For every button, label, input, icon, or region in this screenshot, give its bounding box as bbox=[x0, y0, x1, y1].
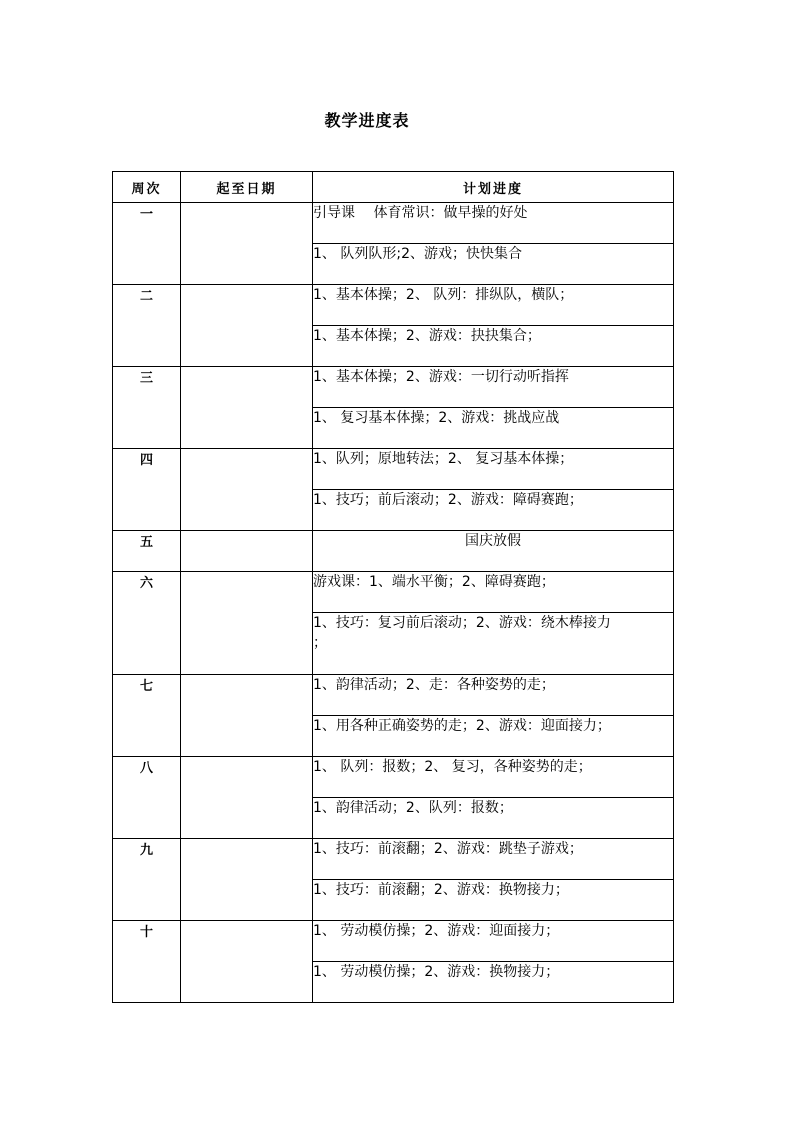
week-number: 四 bbox=[113, 449, 181, 531]
table-body bbox=[113, 203, 674, 1003]
schedule-table bbox=[112, 171, 674, 1003]
date-cell bbox=[181, 675, 313, 757]
date-cell bbox=[181, 449, 313, 531]
plan-cell: 1、技巧：前滚翻；2、游戏：换物接力； bbox=[313, 880, 674, 921]
week-number: 九 bbox=[113, 839, 181, 921]
plan-cell: 1、技巧：前滚翻；2、游戏：跳垫子游戏； bbox=[313, 839, 674, 880]
table-row bbox=[113, 203, 674, 244]
plan-cell: 国庆放假 bbox=[313, 531, 674, 572]
plan-cell: 1、 队列队形;2、游戏；快快集合 bbox=[313, 244, 674, 285]
table-row bbox=[113, 531, 674, 572]
plan-cell: 游戏课：1、端水平衡；2、障碍赛跑； bbox=[313, 572, 674, 613]
table-row bbox=[113, 757, 674, 798]
plan-cell: 1、 劳动模仿操；2、游戏：迎面接力； bbox=[313, 921, 674, 962]
date-cell bbox=[181, 572, 313, 675]
plan-cell: 1、 队列：报数；2、 复习，各种姿势的走； bbox=[313, 757, 674, 798]
week-number: 二 bbox=[113, 285, 181, 367]
table-row bbox=[113, 449, 674, 490]
header-plan: 计划进度 bbox=[313, 172, 674, 203]
table-row bbox=[113, 572, 674, 613]
plan-cell: 引导课 体育常识：做早操的好处 bbox=[313, 203, 674, 244]
plan-cell: 1、技巧：复习前后滚动；2、游戏：绕木棒接力 ； bbox=[313, 613, 674, 675]
table-row bbox=[113, 367, 674, 408]
plan-cell: 1、队列；原地转法；2、 复习基本体操； bbox=[313, 449, 674, 490]
page-title: 教学进度表 bbox=[324, 111, 410, 130]
week-number: 五 bbox=[113, 531, 181, 572]
week-number: 三 bbox=[113, 367, 181, 449]
week-number: 一 bbox=[113, 203, 181, 285]
header-date: 起至日期 bbox=[181, 172, 313, 203]
date-cell bbox=[181, 921, 313, 1003]
date-cell bbox=[181, 531, 313, 572]
plan-cell: 1、基本体操；2、游戏：一切行动听指挥 bbox=[313, 367, 674, 408]
plan-cell: 1、基本体操；2、 队列：排纵队，横队； bbox=[313, 285, 674, 326]
week-number: 十 bbox=[113, 921, 181, 1003]
week-number: 八 bbox=[113, 757, 181, 839]
week-number: 七 bbox=[113, 675, 181, 757]
table-row bbox=[113, 675, 674, 716]
table-row bbox=[113, 921, 674, 962]
date-cell bbox=[181, 367, 313, 449]
date-cell bbox=[181, 285, 313, 367]
table-header-row bbox=[113, 172, 674, 203]
date-cell bbox=[181, 757, 313, 839]
header-week: 周次 bbox=[113, 172, 181, 203]
plan-cell: 1、用各种正确姿势的走；2、游戏：迎面接力； bbox=[313, 716, 674, 757]
plan-cell: 1、技巧；前后滚动；2、游戏：障碍赛跑； bbox=[313, 490, 674, 531]
date-cell bbox=[181, 839, 313, 921]
plan-cell: 1、基本体操；2、游戏：抉抉集合； bbox=[313, 326, 674, 367]
table-row bbox=[113, 285, 674, 326]
plan-cell: 1、韵律活动；2、走：各种姿势的走； bbox=[313, 675, 674, 716]
week-number: 六 bbox=[113, 572, 181, 675]
table-row bbox=[113, 839, 674, 880]
plan-cell: 1、韵律活动；2、队列：报数； bbox=[313, 798, 674, 839]
plan-cell: 1、 复习基本体操；2、游戏：挑战应战 bbox=[313, 408, 674, 449]
date-cell bbox=[181, 203, 313, 285]
plan-cell: 1、 劳动模仿操；2、游戏：换物接力； bbox=[313, 962, 674, 1003]
